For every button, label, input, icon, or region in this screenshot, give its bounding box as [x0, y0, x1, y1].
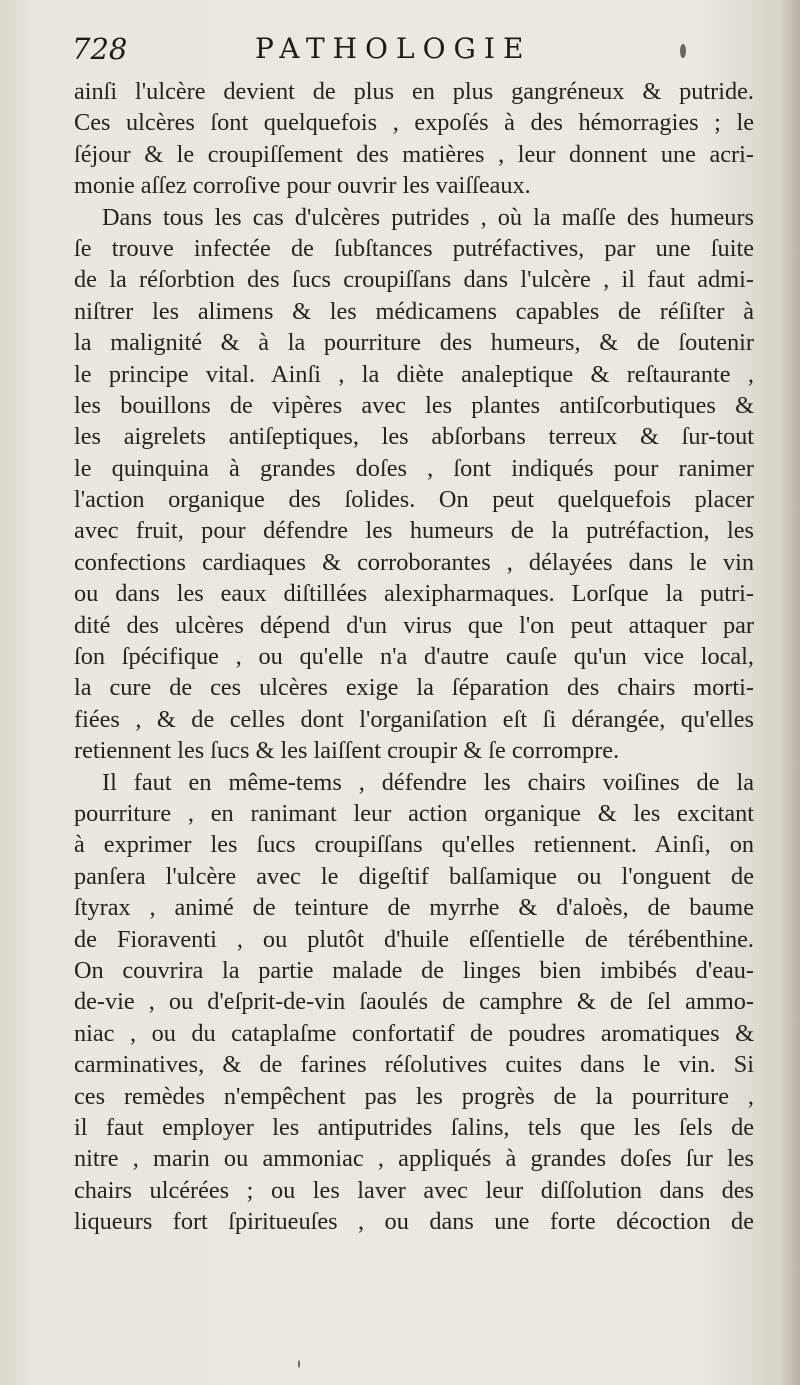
text-line: nitre , marin ou ammoniac , appliqués à grandes doſes ſur les: [74, 1145, 754, 1173]
text-line: retiennent les ſucs & les laiſſent croupir & ſe corrompre.: [74, 737, 620, 765]
text-line: le principe vital. Ainſi , la diète analeptique & reſtaurante ,: [74, 360, 754, 388]
text-line: à exprimer les ſucs croupiſſans qu'elles retiennent. Ainſi, on: [74, 831, 754, 859]
paper-speck: [680, 44, 686, 58]
text-line: panſera l'ulcère avec le digeſtif balſamique ou l'onguent de: [74, 862, 754, 890]
text-line: le quinquina à grandes doſes , ſont indiqués pour ranimer: [74, 454, 754, 482]
text-line: l'action organique des ſolides. On peut quelquefois placer: [74, 486, 754, 514]
text-line: Il faut en même-tems , défendre les chairs voiſines de la: [102, 768, 754, 796]
text-line: ainſi l'ulcère devient de plus en plus gangréneux & putride.: [74, 78, 754, 105]
text-line: les aigrelets antiſeptiques, les abſorbans terreux & ſur-tout: [74, 423, 754, 451]
text-line: monie aſſez corroſive pour ouvrir les vaiſſeaux.: [74, 172, 531, 200]
text-line: liqueurs fort ſpiritueuſes , ou dans une forte décoction de: [74, 1208, 754, 1236]
text-line: pourriture , en ranimant leur action organique & les excitant: [74, 799, 754, 827]
text-line: la cure de ces ulcères exige la ſéparation des chairs morti-: [74, 674, 754, 702]
text-line: ſtyrax , animé de teinture de myrrhe & d'aloès, de baume: [74, 894, 754, 922]
text-line: de Fioraventi , ou plutôt d'huile eſſentielle de térébenthine.: [74, 925, 754, 953]
text-line: de la réſorbtion des ſucs croupiſſans dans l'ulcère , il faut admi-: [74, 266, 754, 294]
text-line: la malignité & à la pourriture des humeurs, & de ſoutenir: [74, 329, 754, 357]
text-line: On couvrira la partie malade de linges bien imbibés d'eau-: [74, 956, 754, 984]
text-line: ſéjour & le croupiſſement des matières , leur donnent une acri-: [74, 140, 754, 168]
text-line: de-vie , ou d'eſprit-de-vin ſaoulés de camphre & de ſel ammo-: [74, 988, 754, 1016]
text-line: niſtrer les alimens & les médicamens capables de réſiſter à: [74, 297, 754, 325]
text-line: ſon ſpécifique , ou qu'elle n'a d'autre cauſe qu'un vice local,: [74, 643, 754, 671]
text-line: avec fruit, pour défendre les humeurs de la putréfaction, les: [74, 517, 754, 545]
page-header: [60, 30, 760, 70]
text-line: fiées , & de celles dont l'organiſation eſt ſi dérangée, qu'elles: [74, 705, 754, 733]
text-line: ces remèdes n'empêchent pas les progrès de la pourriture ,: [74, 1082, 754, 1110]
text-line: chairs ulcérées ; ou les laver avec leur diſſolution dans des: [74, 1176, 754, 1204]
running-head: PATHOLOGIE: [255, 32, 532, 65]
text-line: confections cardiaques & corroborantes , délayées dans le vin: [74, 548, 754, 576]
text-line: ſe trouve infectée de ſubſtances putréfactives, par une ſuite: [74, 234, 754, 262]
text-line: il faut employer les antiputrides ſalins, tels que les ſels de: [74, 1113, 754, 1141]
body-text: [74, 76, 754, 1237]
text-line: Ces ulcères ſont quelquefois , expoſés à des hémorragies ; le: [74, 109, 754, 137]
text-line: carminatives, & de farines réſolutives cuites dans le vin. Si: [74, 1051, 754, 1079]
text-line: dité des ulcères dépend d'un virus que l'on peut attaquer par: [74, 611, 754, 639]
text-line: Dans tous les cas d'ulcères putrides , où la maſſe des humeurs: [102, 203, 754, 231]
text-line: niac , ou du cataplaſme confortatif de poudres aromatiques &: [74, 1019, 754, 1047]
text-line: les bouillons de vipères avec les plantes antiſcorbutiques &: [74, 391, 754, 419]
text-line: ou dans les eaux diſtillées alexipharmaques. Lorſque la putri-: [74, 580, 754, 608]
page-number: 728: [72, 32, 128, 66]
paper-speck: [298, 1360, 300, 1368]
